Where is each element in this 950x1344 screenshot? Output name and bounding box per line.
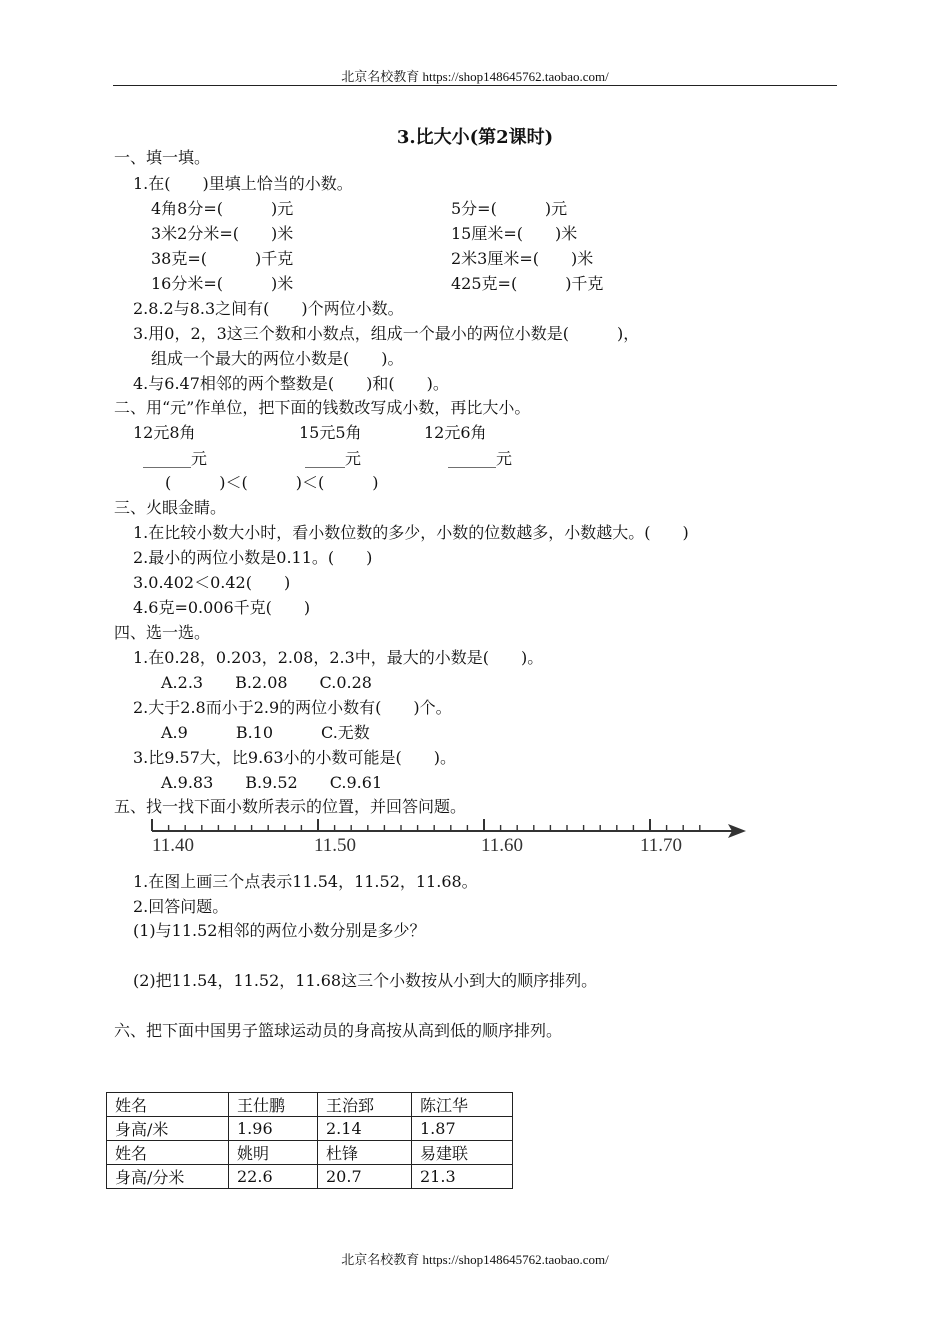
section-2-heading: 二、用“元”作单位，把下面的钱数改写成小数，再比大小。 bbox=[114, 398, 531, 417]
table-cell: 2.14 bbox=[318, 1117, 412, 1141]
tick-label-11-50: 11.50 bbox=[314, 835, 357, 856]
s2-money-1: 12元8角 bbox=[133, 423, 196, 442]
number-line bbox=[148, 818, 750, 856]
s4-question-2-options: A.9 B.10 C.无数 bbox=[161, 723, 370, 742]
s1-item-a: 4角8分=( )元 bbox=[151, 199, 294, 218]
page-footer: 北京名校教育 https://shop148645762.taobao.com/ bbox=[341, 1252, 609, 1267]
number-line-ticks bbox=[152, 819, 700, 831]
table-cell: 22.6 bbox=[229, 1165, 318, 1189]
section-1-heading: 一、填一填。 bbox=[114, 148, 211, 167]
table-cell: 20.7 bbox=[318, 1165, 412, 1189]
table-cell: 王仕鹏 bbox=[229, 1093, 318, 1117]
section-3-heading: 三、火眼金睛。 bbox=[114, 498, 227, 517]
table-cell: 杜锋 bbox=[318, 1141, 412, 1165]
header-divider bbox=[113, 85, 837, 86]
s3-question-3: 3.0.402＜0.42( ) bbox=[133, 573, 291, 592]
table-cell: 身高/分米 bbox=[107, 1165, 229, 1189]
s2-yuan-blank-3: ______元 bbox=[448, 449, 513, 468]
table-cell: 1.96 bbox=[229, 1117, 318, 1141]
s4-question-3: 3.比9.57大，比9.63小的小数可能是( )。 bbox=[133, 748, 457, 767]
s3-question-2: 2.最小的两位小数是0.11。( ) bbox=[133, 548, 373, 567]
table-row bbox=[107, 1117, 513, 1141]
table-cell: 易建联 bbox=[412, 1141, 513, 1165]
table-cell: 21.3 bbox=[412, 1165, 513, 1189]
s1-question-3b: 组成一个最大的两位小数是( )。 bbox=[151, 349, 404, 368]
section-5-heading: 五、找一找下面小数所表示的位置，并回答问题。 bbox=[114, 797, 467, 816]
table-cell: 王治郅 bbox=[318, 1093, 412, 1117]
s1-question-4: 4.与6.47相邻的两个整数是( )和( )。 bbox=[133, 374, 449, 393]
s2-comparison: ( )＜( )＜( ) bbox=[165, 473, 379, 492]
s3-question-1: 1.在比较小数大小时，看小数位数的多少，小数的位数越多，小数越大。( ) bbox=[133, 523, 689, 542]
s1-item-b: 5分=( )元 bbox=[451, 199, 568, 218]
s1-item-d: 15厘米=( )米 bbox=[451, 224, 578, 243]
table-cell: 姚明 bbox=[229, 1141, 318, 1165]
s1-item-g: 16分米=( )米 bbox=[151, 274, 294, 293]
s1-question-2: 2.8.2与8.3之间有( )个两位小数。 bbox=[133, 299, 404, 318]
s5-question-2a: (1)与11.52相邻的两位小数分别是多少？ bbox=[133, 921, 426, 940]
page-header: 北京名校教育 https://shop148645762.taobao.com/ bbox=[341, 69, 609, 84]
s4-question-3-options: A.9.83 B.9.52 C.9.61 bbox=[161, 773, 383, 792]
table-row bbox=[107, 1165, 513, 1189]
tick-label-11-70: 11.70 bbox=[640, 835, 683, 856]
s1-question-1: 1.在( )里填上恰当的小数。 bbox=[133, 174, 353, 193]
table-cell: 姓名 bbox=[107, 1093, 229, 1117]
table-row bbox=[107, 1141, 513, 1165]
page-title: 3.比大小(第2课时) bbox=[396, 127, 554, 148]
s4-question-1: 1.在0.28，0.203，2.08，2.3中，最大的小数是( )。 bbox=[133, 648, 544, 667]
s1-item-c: 3米2分米=( )米 bbox=[151, 224, 294, 243]
s1-item-e: 38克=( )千克 bbox=[151, 249, 294, 268]
s3-question-4: 4.6克=0.006千克( ) bbox=[133, 598, 311, 617]
player-height-table bbox=[106, 1092, 513, 1189]
s5-question-2: 2.回答问题。 bbox=[133, 897, 229, 916]
table-row bbox=[107, 1093, 513, 1117]
s1-item-f: 2米3厘米=( )米 bbox=[451, 249, 594, 268]
s2-money-3: 12元6角 bbox=[424, 423, 487, 442]
s5-question-1: 1.在图上画三个点表示11.54，11.52，11.68。 bbox=[133, 872, 478, 891]
s5-question-2b: (2)把11.54，11.52，11.68这三个小数按从小到大的顺序排列。 bbox=[133, 971, 598, 990]
tick-label-11-40: 11.40 bbox=[152, 835, 195, 856]
s2-money-2: 15元5角 bbox=[299, 423, 362, 442]
tick-label-11-60: 11.60 bbox=[481, 835, 524, 856]
s1-item-h: 425克=( )千克 bbox=[451, 274, 604, 293]
section-6-heading: 六、把下面中国男子篮球运动员的身高按从高到低的顺序排列。 bbox=[114, 1021, 563, 1040]
s2-yuan-blank-2: _____元 bbox=[305, 449, 362, 468]
s2-yuan-blank-1: ______元 bbox=[143, 449, 208, 468]
section-4-heading: 四、选一选。 bbox=[114, 623, 211, 642]
table-cell: 身高/米 bbox=[107, 1117, 229, 1141]
table-cell: 1.87 bbox=[412, 1117, 513, 1141]
table-cell: 陈江华 bbox=[412, 1093, 513, 1117]
table-cell: 姓名 bbox=[107, 1141, 229, 1165]
s1-question-3a: 3.用0，2，3这三个数和小数点，组成一个最小的两位小数是( )， bbox=[133, 324, 640, 343]
s4-question-2: 2.大于2.8而小于2.9的两位小数有( )个。 bbox=[133, 698, 452, 717]
s4-question-1-options: A.2.3 B.2.08 C.0.28 bbox=[161, 673, 372, 692]
